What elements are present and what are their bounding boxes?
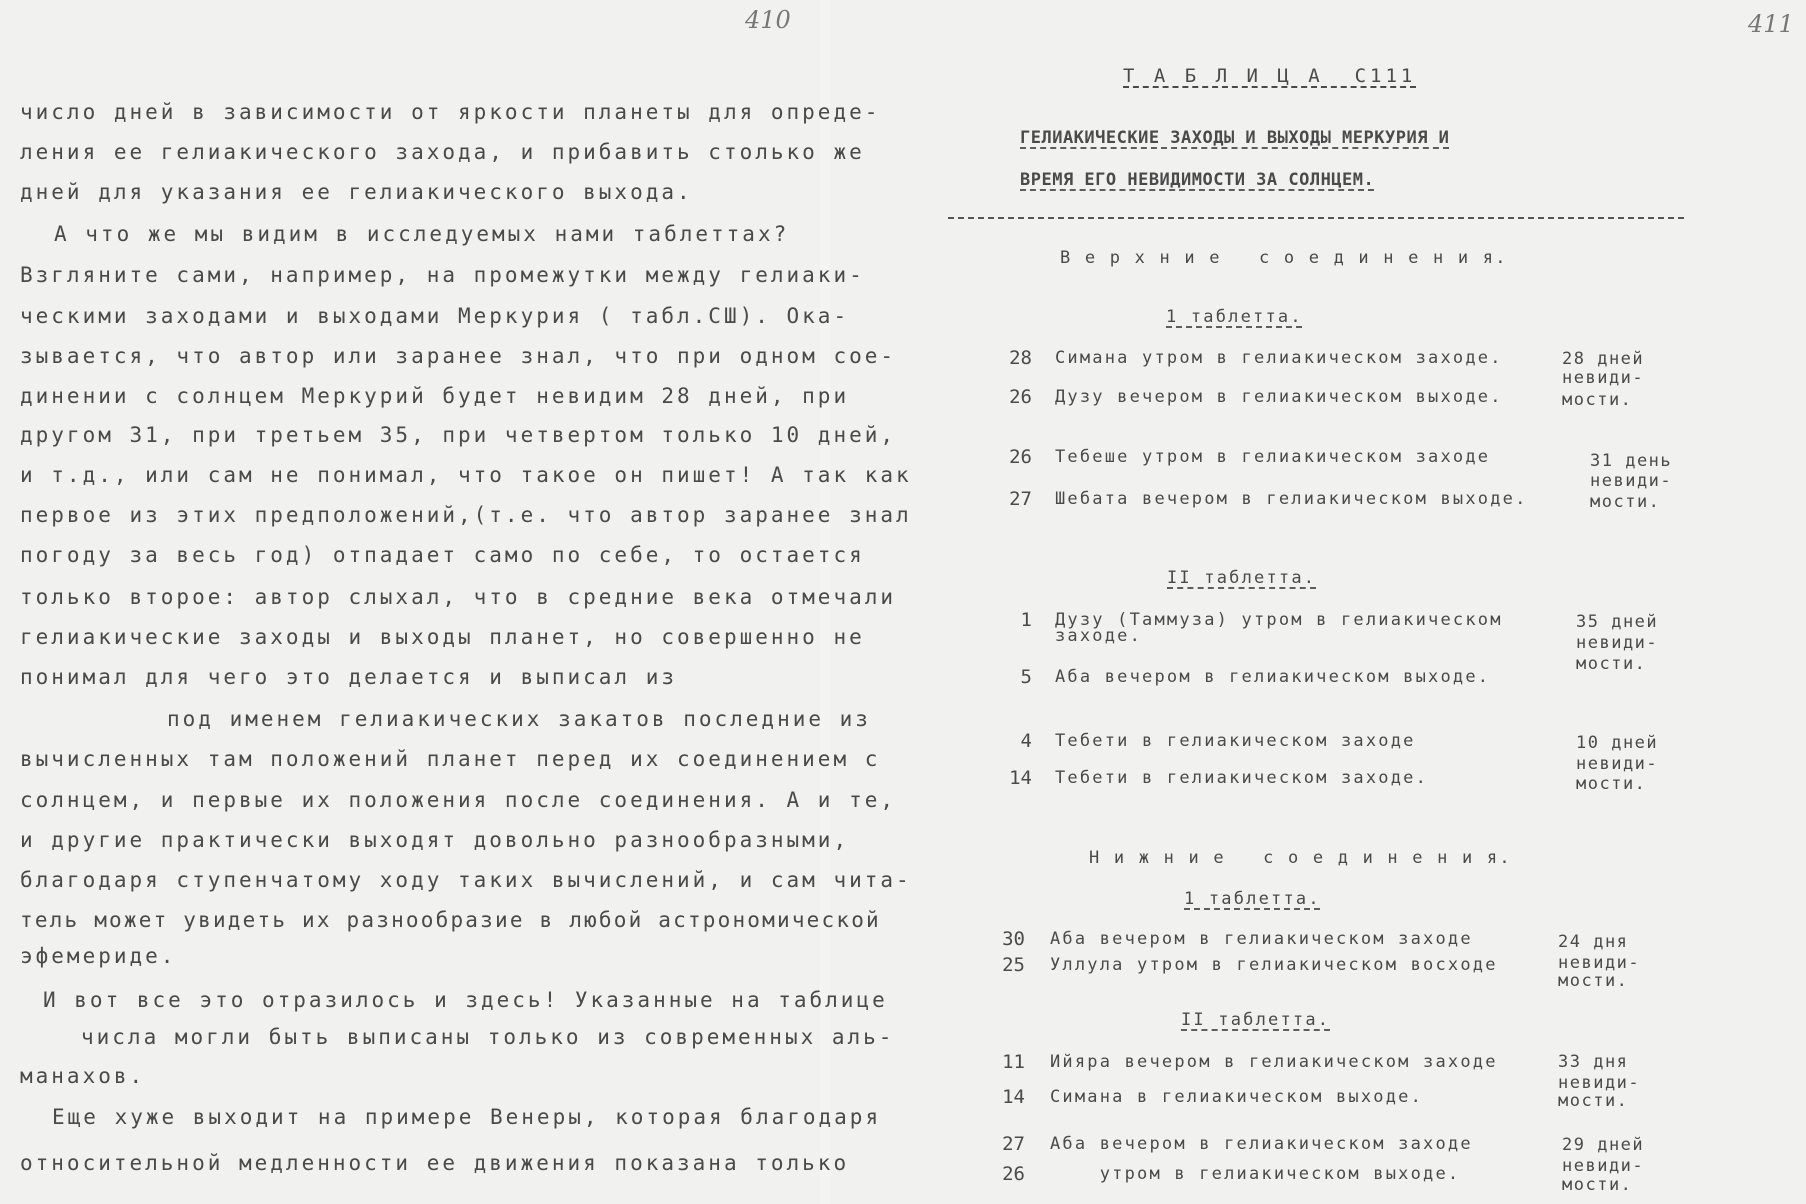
row-text: Уллула утром в гелиакическом восходе: [1050, 955, 1498, 975]
text-line: Еще хуже выходит на примере Венеры, которая благодаря: [52, 1105, 882, 1129]
day-number: 14: [1009, 767, 1032, 789]
text-line: ческими заходами и выходами Меркурия ( табл.СШ). Ока-: [20, 304, 850, 328]
invisibility-note: невиди-: [1576, 633, 1659, 653]
invisibility-note: мости.: [1576, 654, 1647, 674]
invisibility-note: мости.: [1562, 1175, 1633, 1195]
day-number: 5: [1020, 666, 1032, 688]
text-line: только второе: автор слыхал, что в средние века отмечали: [20, 585, 897, 609]
invisibility-note: 31 день: [1590, 451, 1673, 471]
day-number: 25: [1002, 954, 1025, 976]
day-number: 1: [1020, 609, 1032, 631]
tablet-label: II таблетта.: [1167, 568, 1317, 588]
day-number: 28: [1009, 347, 1032, 369]
text-line: относительной медленности ее движения показана только: [20, 1151, 850, 1175]
text-line: числа могли быть выписаны только из современных аль-: [81, 1025, 895, 1049]
text-line: И вот все это отразилось и здесь! Указанные на таблице: [43, 988, 888, 1012]
page-number-left: 410: [745, 6, 791, 34]
row-text: Дузу (Таммуза) утром в гелиакическом: [1055, 610, 1503, 630]
day-number: 14: [1002, 1086, 1025, 1108]
text-line: благодаря ступенчатому ходу таких вычислений, и сам чита-: [20, 868, 912, 892]
text-line: динении с солнцем Меркурий будет невидим 28 дней, при: [20, 384, 850, 408]
page-number-right: 411: [1748, 10, 1794, 38]
text-line: под именем гелиакических закатов последние из: [167, 707, 871, 731]
tablet-label: 1 таблетта.: [1184, 889, 1321, 909]
invisibility-note: 10 дней: [1576, 733, 1659, 753]
section-heading: Н и ж н и е с о е д и н е н и я.: [1089, 848, 1512, 868]
text-line: и т.д., или сам не понимал, что такое он пишет! А так как: [20, 463, 912, 487]
row-text: Аба вечером в гелиакическом заходе: [1050, 1134, 1473, 1154]
day-number: 26: [1009, 446, 1032, 468]
invisibility-note: невиди-: [1590, 471, 1673, 491]
row-text: Симана в гелиакическом выходе.: [1050, 1087, 1424, 1107]
row-text: Ийяра вечером в гелиакическом заходе: [1050, 1052, 1498, 1072]
row-text: Тебеше утром в гелиакическом заходе: [1055, 447, 1491, 467]
text-line: ления ее гелиакического захода, и прибавить столько же: [20, 140, 865, 164]
invisibility-note: мости.: [1576, 774, 1647, 794]
row-text: Шебата вечером в гелиакическом выходе.: [1055, 489, 1528, 509]
row-text: Аба вечером в гелиакическом заходе: [1050, 929, 1473, 949]
row-text: утром в гелиакическом выходе.: [1050, 1164, 1461, 1184]
invisibility-note: 35 дней: [1576, 612, 1659, 632]
row-text: Тебети в гелиакическом заходе.: [1055, 768, 1429, 788]
invisibility-note: невиди-: [1562, 1156, 1645, 1176]
text-line: и другие практически выходят довольно разнообразными,: [20, 828, 850, 852]
invisibility-note: мости.: [1558, 971, 1629, 991]
row-text: Симана утром в гелиакическом заходе.: [1055, 348, 1503, 368]
day-number: 26: [1009, 386, 1032, 408]
invisibility-note: 29 дней: [1562, 1135, 1645, 1155]
text-line: манахов.: [20, 1064, 146, 1088]
row-text: Аба вечером в гелиакическом выходе.: [1055, 667, 1491, 687]
text-line: солнцем, и первые их положения после соединения. А и те,: [20, 788, 897, 812]
invisibility-note: 28 дней: [1562, 349, 1645, 369]
day-number: 11: [1002, 1051, 1025, 1073]
invisibility-note: мости.: [1562, 390, 1633, 410]
invisibility-note: невиди-: [1562, 368, 1645, 388]
row-text: Тебети в гелиакическом заходе: [1055, 731, 1416, 751]
text-line: тель может увидеть их разнообразие в любой астрономической: [20, 908, 881, 932]
text-line: гелиакические заходы и выходы планет, но совершенно не: [20, 625, 865, 649]
text-line: понимал для чего это делается и выписал из: [20, 665, 678, 689]
text-line: вычисленных там положений планет перед их соединением с: [20, 747, 881, 771]
section-heading: В е р х н и е с о е д и н е н и я.: [1060, 248, 1508, 268]
text-line: число дней в зависимости от яркости планеты для опреде-: [20, 100, 881, 124]
day-number: 27: [1002, 1133, 1025, 1155]
table-subtitle: ГЕЛИАКИЧЕСКИЕ ЗАХОДЫ И ВЫХОДЫ МЕРКУРИЯ И: [1020, 128, 1450, 148]
text-line: другом 31, при третьем 35, при четвертом только 10 дней,: [20, 423, 897, 447]
row-text: Дузу вечером в гелиакическом выходе.: [1055, 387, 1503, 407]
invisibility-note: мости.: [1590, 492, 1661, 512]
tablet-label: II таблетта.: [1181, 1010, 1331, 1030]
row-text-continuation: заходе.: [1055, 626, 1143, 646]
text-line: зывается, что автор или заранее знал, что при одном сое-: [20, 344, 897, 368]
day-number: 27: [1009, 488, 1032, 510]
invisibility-note: 33 дня: [1558, 1052, 1629, 1072]
text-line: дней для указания ее гелиакического выхода.: [20, 180, 693, 204]
text-line: А что же мы видим в исследуемых нами таблеттах?: [54, 222, 790, 246]
day-number: 26: [1002, 1163, 1025, 1185]
table-subtitle: ВРЕМЯ ЕГО НЕВИДИМОСТИ ЗА СОЛНЦЕМ.: [1020, 170, 1375, 190]
invisibility-note: невиди-: [1576, 754, 1659, 774]
text-line: Взгляните сами, например, на промежутки между гелиаки-: [20, 263, 865, 287]
divider: [948, 217, 1684, 219]
invisibility-note: 24 дня: [1558, 932, 1629, 952]
day-number: 30: [1002, 928, 1025, 950]
tablet-label: 1 таблетта.: [1166, 307, 1303, 327]
invisibility-note: невиди-: [1558, 953, 1641, 973]
text-line: погоду за весь год) отпадает само по себе, то остается: [20, 543, 865, 567]
text-line: первое из этих предположений,(т.е. что автор заранее знал: [20, 503, 912, 527]
invisibility-note: мости.: [1558, 1091, 1629, 1111]
invisibility-note: невиди-: [1558, 1073, 1641, 1093]
table-title: Т А Б Л И Ц А С111: [1123, 65, 1417, 87]
text-line: эфемериде.: [20, 944, 177, 968]
day-number: 4: [1020, 730, 1032, 752]
